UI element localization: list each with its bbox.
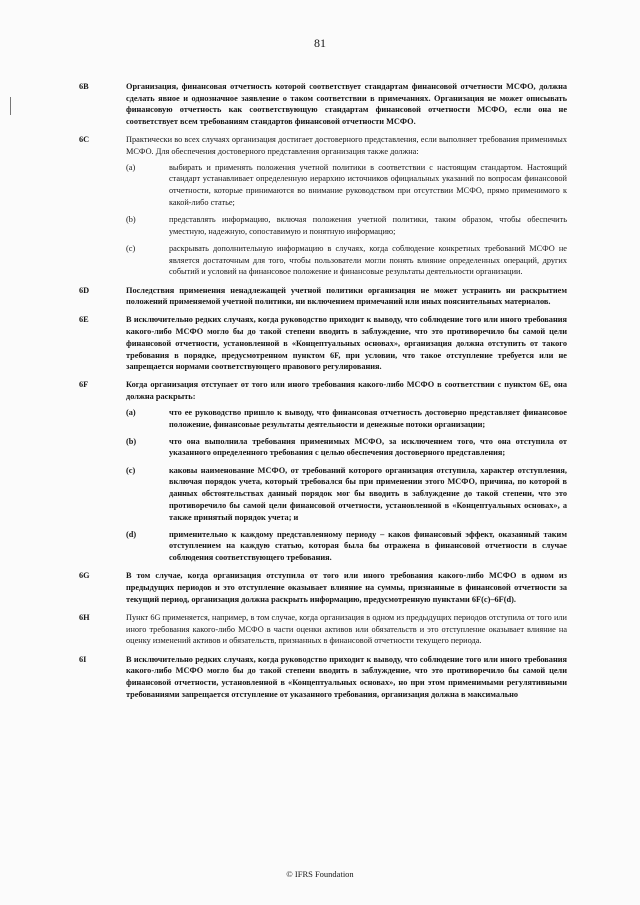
sub-item-text: применительно к каждому представленному периоду – каков финансовый эффект, оказанный таким отступлением на каждую статью, которая была бы отражена в финансовой отчетности в случае соблюдения соответствующего требования.	[169, 529, 567, 563]
sub-item	[126, 243, 567, 278]
sub-item	[126, 162, 567, 209]
paragraph-number: 6D	[79, 285, 90, 295]
sub-item-text: что она выполнила требования применимых МСФО, за исключением того, что она отступила от указанного определенного требования с целью обеспечения достоверного представления;	[169, 436, 567, 458]
paragraph-number: 6Н	[79, 612, 90, 622]
sub-item-text: представлять информацию, включая положения учетной политики, таким образом, чтобы обеспечить уместную, надежную, сопоставимую и понятную информацию;	[169, 215, 567, 236]
sub-item-text: выбирать и применять положения учетной политики в соответствии с настоящим стандартом. Настоящий стандарт устанавливает определенную иерархию источников официальных указаний по вопросам финансовой отчетности, которые принимаются во внимание руководством при отсутствии МСФО, прямо применимого к какой-либо статье;	[169, 162, 567, 207]
paragraph-text: Последствия применения ненадлежащей учетной политики организация не может устранить ни раскрытием положений применяемой учетной политики, ни включением примечаний или иных пояснительных материалов.	[126, 285, 567, 307]
paragraph-text: В исключительно редких случаях, когда руководство приходит к выводу, что соблюдение того или иного требования какого-либо МСФО могло бы до такой степени вводить в заблуждение, что это противоречило бы самой цели финансовой отчетности, установленной в «Концептуальных основах», организация должна отступить от такого требования в порядке, предусмотренном пунктом 6F, при условии, что такое отступление требуется или не запрещается нормами соответствующего правового регулирования.	[126, 315, 567, 372]
page-number: 81	[314, 36, 326, 50]
sub-item	[126, 436, 567, 459]
sub-item	[126, 407, 567, 430]
paragraph-6c	[79, 134, 567, 278]
sub-item-label: (с)	[126, 465, 136, 475]
paragraph-6g	[79, 570, 567, 605]
sub-item-label: (b)	[126, 436, 137, 446]
paragraph-number: 6В	[79, 82, 89, 91]
sub-item-text: каковы наименование МСФО, от требований которого организация отступила, характер отступления, включая порядок учета, который требовался бы при применении этого МСФО, причина, по которой в данных обстоятельствах данный порядок мог бы вводить в заблуждение до такой степени, что это противоречило бы самой цели финансовой отчетности, установленной в «Концептуальных основах», а также принятый порядок учета; и	[169, 465, 567, 522]
paragraph-number: 6I	[79, 654, 87, 664]
paragraph-6h	[79, 612, 567, 647]
paragraph-text: В том случае, когда организация отступила от того или иного требования какого-либо МСФО в одном из предыдущих периодов и это отступление оказывает влияние на суммы, признанные в финансовой отчетности за текущий период, организация должна раскрыть информацию, предусмотренную пунктами 6F(с)–6F(d).	[126, 571, 567, 604]
sub-item-label: (b)	[126, 215, 136, 225]
paragraph-number: 6С	[79, 135, 90, 145]
paragraph-text: Пункт 6G применяется, например, в том случае, когда организация в одном из предыдущих периодов отступила от того или иного требования какого-либо МСФО в части оценки активов или обязательств и это отступление оказывает влияние на оценку изменений активов и обязательств, признанных в финансовой отчетности текущего периода.	[126, 612, 567, 646]
sub-item-label: (с)	[126, 243, 136, 253]
paragraph-text: Организация, финансовая отчетность которой соответствует стандартам финансовой отчетности МСФО, должна сделать явное и однозначное заявление о таком соответствии в примечаниях. Организация не может описывать финансовую отчетность как соответствующую стандартам финансовой отчетности МСФО, если она не соответствует всем требованиям стандартов финансовой отчетности МСФО.	[126, 82, 567, 127]
sub-item	[126, 465, 567, 524]
paragraph-number: 6F	[79, 380, 89, 390]
sub-item	[126, 529, 567, 564]
paragraph-lead: Когда организация отступает от того или иного требования какого-либо МСФО в соответствии с пунктом 6Е, она должна раскрыть:	[126, 380, 567, 402]
page-content	[79, 81, 567, 707]
footer-copyright: © IFRS Foundation	[286, 869, 354, 879]
paragraph-6b	[79, 81, 567, 128]
margin-mark	[10, 97, 11, 115]
sub-item-label: (а)	[126, 162, 136, 172]
paragraph-6i	[79, 654, 567, 701]
paragraph-number: 6G	[79, 571, 90, 581]
paragraph-6f	[79, 379, 567, 563]
paragraph-lead: Практически во всех случаях организация достигает достоверного представления, если выполняет требования применимых МСФО. Для обеспечения достоверного представления организация также должна:	[126, 135, 567, 157]
sub-item-text: что ее руководство пришло к выводу, что финансовая отчетность достоверно представляет финансовое положение, финансовые результаты деятельности и денежные потоки организации;	[169, 407, 567, 429]
paragraph-6d	[79, 285, 567, 308]
sub-item	[126, 214, 567, 237]
sub-item-label: (d)	[126, 529, 137, 539]
paragraph-6e	[79, 314, 567, 373]
paragraph-number: 6Е	[79, 315, 89, 325]
sub-item-text: раскрывать дополнительную информацию в случаях, когда соблюдение конкретных требований МСФО не является достаточным для того, чтобы пользователи могли понять влияние определенных операций, других событий и условий на финансовое положение и финансовые результаты деятельности организации.	[169, 243, 567, 277]
paragraph-text: В исключительно редких случаях, когда руководство приходит к выводу, что соблюдение того или иного требования какого-либо МСФО могло бы до такой степени вводить в заблуждение, что это противоречило бы самой цели финансовой отчетности, установленной в «Концептуальных основах», но при этом применимыми регулятивными требованиями запрещается отступление от указанного требования, организация должна в максимально	[126, 654, 567, 699]
sub-item-label: (а)	[126, 407, 136, 417]
